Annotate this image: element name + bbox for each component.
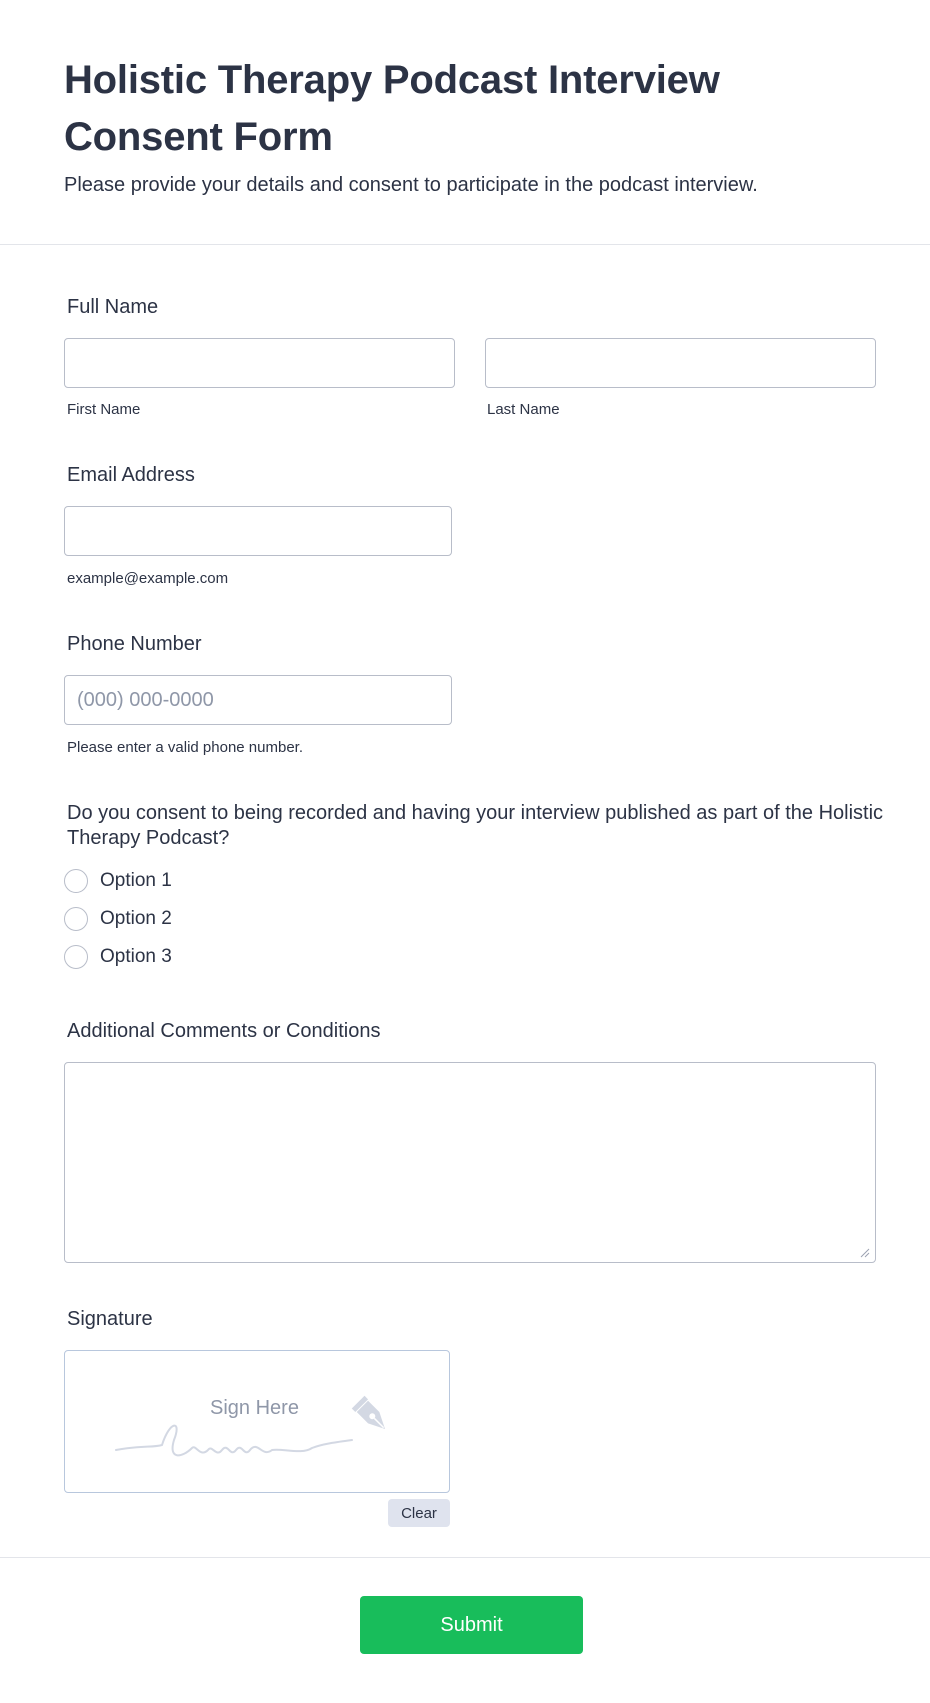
pen-nib-icon: [350, 1394, 396, 1440]
clear-signature-button[interactable]: Clear: [388, 1499, 450, 1527]
radio-button[interactable]: [64, 907, 88, 931]
consent-option-1[interactable]: [64, 868, 172, 894]
email-label: Email Address: [67, 464, 195, 486]
phone-label: Phone Number: [67, 633, 202, 655]
email-sublabel: example@example.com: [67, 570, 229, 587]
consent-option-3[interactable]: [64, 944, 172, 970]
footer-divider: [0, 1557, 930, 1558]
form-subtitle: Please provide your details and consent to participate in the podcast interview.: [64, 174, 758, 196]
submit-button[interactable]: Submit: [360, 1596, 583, 1654]
comments-textarea[interactable]: [64, 1062, 876, 1263]
last-name-input[interactable]: [485, 338, 876, 388]
phone-input[interactable]: [64, 675, 452, 725]
radio-button[interactable]: [64, 869, 88, 893]
full-name-label: Full Name: [67, 296, 159, 318]
form-title: Holistic Therapy Podcast Interview Consent Form: [64, 58, 720, 159]
consent-question: Do you consent to being recorded and having your interview published as part of the Holistic Therapy Podcast?: [67, 802, 884, 849]
last-name-sublabel: Last Name: [487, 401, 560, 418]
radio-label: Option 1: [100, 870, 172, 891]
first-name-input[interactable]: [64, 338, 455, 388]
comments-label: Additional Comments or Conditions: [67, 1020, 381, 1042]
consent-option-2[interactable]: [64, 906, 172, 932]
signature-prompt: Sign Here: [210, 1397, 299, 1419]
resize-grip-icon[interactable]: [858, 1246, 870, 1258]
radio-label: Option 3: [100, 946, 172, 967]
email-input[interactable]: [64, 506, 452, 556]
radio-button[interactable]: [64, 945, 88, 969]
radio-label: Option 2: [100, 908, 172, 929]
form-header: [0, 0, 930, 245]
phone-sublabel: Please enter a valid phone number.: [67, 739, 303, 756]
first-name-sublabel: First Name: [67, 401, 141, 418]
signature-label: Signature: [67, 1308, 153, 1330]
